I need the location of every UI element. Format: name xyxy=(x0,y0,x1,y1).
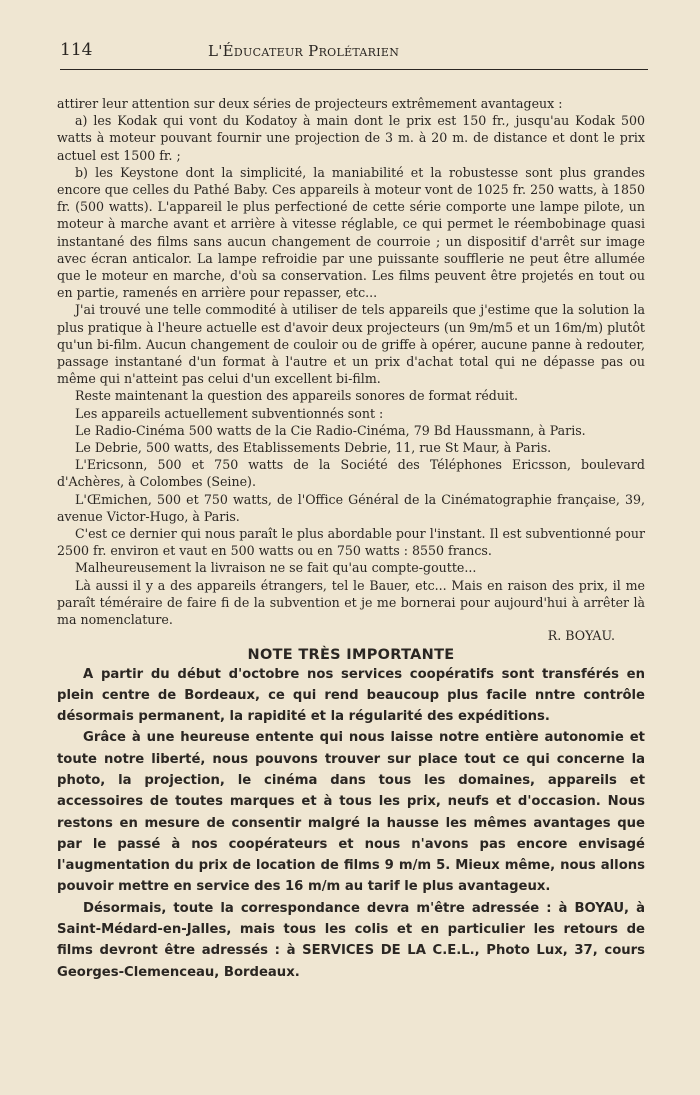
paragraph: b) les Keystone dont la simplicité, la maniabilité et la robustesse sont plus grandes encore que celles du Pathé Baby. Ces appareils à moteur vont de 1025 fr. 250 watts, à 1850 fr. (500 watts). L'appareil le plus perfectioné de cette série comporte une lampe pilote, un moteur à marche avant et arrière à vitesse réglable, ce qui permet le réembobinage quasi instantané des films sans aucun changement de courroie ; un dispositif d'arrêt sur image avec écran anticalor. La lampe refroidie par une puissante soufflerie ne peut être allumée que le moteur en marche, d'où sa conservation. Les films peuvent être projetés en tout ou en partie, ramenés en arrière pour repasser, etc... xyxy=(57,164,645,301)
paragraph: a) les Kodak qui vont du Kodatoy à main dont le prix est 150 fr., jusqu'au Kodak 500 watts à moteur pouvant fournir une projection de 3 m. à 20 m. de distance et dont le prix actuel est 1500 fr. ; xyxy=(57,113,645,163)
paragraph: Reste maintenant la question des appareils sonores de format réduit. xyxy=(75,388,519,404)
paragraph: Les appareils actuellement subventionnés sont : xyxy=(75,405,384,421)
paragraph: Le Debrie, 500 watts, des Etablissements Debrie, 11, rue St Maur, à Paris. xyxy=(75,440,552,456)
notice-paragraph: Désormais, toute la correspondance devra m'être adressée : à BOYAU, à Saint-Médard-en-Jalles, mais tous les colis et en particulier les retours de films devront être adressés : à SERVICES DE LA C.E.L., Photo Lux, 37, cours Georges-Clemenceau, Bordeaux. xyxy=(57,900,645,980)
notice-title: NOTE TRÈS IMPORTANTE xyxy=(247,646,455,663)
signature: R. BOYAU. xyxy=(547,628,615,644)
notice-paragraph: Grâce à une heureuse entente qui nous laisse notre entière autonomie et toute notre liberté, nous pouvons trouver sur place tout ce qui concerne la photo, la projection, le cinéma dans tous les domaines, appareils et accessoires de toutes marques et à tous les prix, neufs et d'occasion. Nous restons en mesure de consentir malgré la hausse les mêmes avantages que par le passé à nos coopérateurs et nous n'avons pas encore envisagé l'augmentation du prix de location de films 9 m/m 5. Mieux même, nous allons pouvoir mettre en service des 16 m/m au tarif le plus avantageux. xyxy=(57,730,645,895)
page-number: 114 xyxy=(60,40,93,60)
article-body xyxy=(57,95,645,983)
notice-paragraph: A partir du début d'octobre nos services coopératifs sont transférés en plein centre de Bordeaux, ce qui rend beaucoup plus facile nntre contrôle désormais permanent, la rapidité et la régularité des expéditions. xyxy=(57,666,645,725)
paragraph: J'ai trouvé une telle commodité à utiliser de tels appareils que j'estime que la solution la plus pratique à l'heure actuelle est d'avoir deux projecteurs (un 9m/m5 et un 16m/m) plutôt qu'un bi-film. Aucun changement de couloir ou de griffe à opérer, aucune panne à redouter, passage instantané d'un format à l'autre et un prix d'achat total qui ne dépasse pas ou même qui n'atteint pas celui d'un excellent bi-film. xyxy=(57,302,645,387)
paragraph: Là aussi il y a des appareils étrangers, tel le Bauer, etc... Mais en raison des prix, il me paraît téméraire de faire fi de la subvention et je me bornerai pour aujourd'hui à arrêter là ma nomenclature. xyxy=(57,577,645,628)
page-header xyxy=(60,40,648,70)
paragraph: L'Œmichen, 500 et 750 watts, de l'Office Général de la Cinématographie française, 39, avenue Victor-Hugo, à Paris. xyxy=(57,491,645,524)
running-title: L'Éducateur Prolétarien xyxy=(208,42,400,60)
paragraph: C'est ce dernier qui nous paraît le plus abordable pour l'instant. Il est subventionné pour 2500 fr. environ et vaut en 500 watts ou en 750 watts : 8550 francs. xyxy=(57,526,645,559)
paragraph: attirer leur attention sur deux séries de projecteurs extrêmement avantageux : xyxy=(57,96,563,111)
notice-box xyxy=(57,664,645,983)
paragraph: Le Radio-Cinéma 500 watts de la Cie Radio-Cinéma, 79 Bd Haussmann, à Paris. xyxy=(75,422,586,438)
paragraph: Malheureusement la livraison ne se fait qu'au compte-goutte... xyxy=(75,560,477,576)
header-rule xyxy=(60,69,648,70)
paragraph: L'Ericsonn, 500 et 750 watts de la Société des Téléphones Ericsson, boulevard d'Achères, à Colombes (Seine). xyxy=(57,457,645,490)
